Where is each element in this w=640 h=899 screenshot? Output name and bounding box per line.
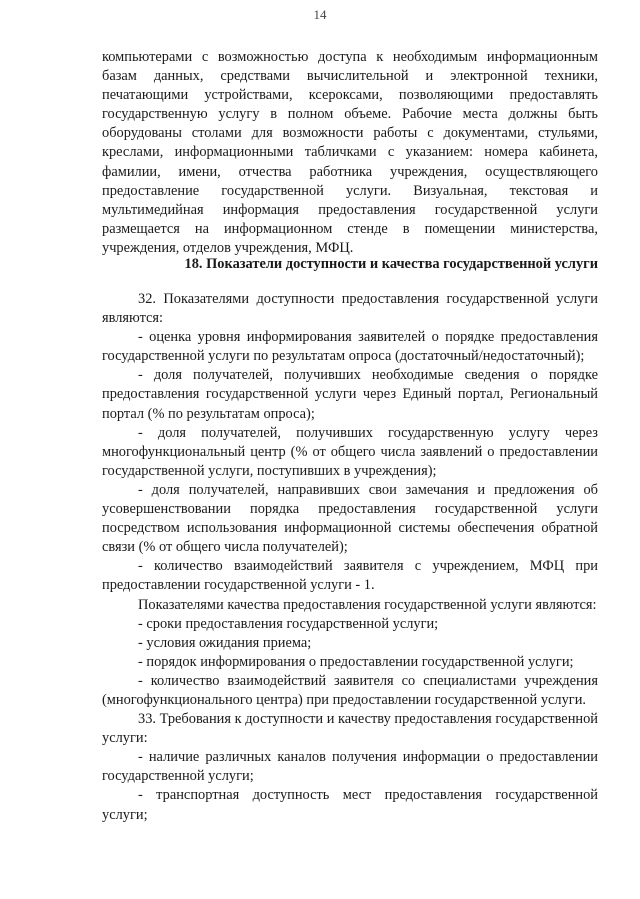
intro-text-block <box>102 48 598 258</box>
list-item: - количество взаимодействий заявителя с учреждением, МФЦ при предоставлении государственной услуги - 1. <box>102 558 598 594</box>
list-item: - транспортная доступность мест предоставления государственной услуги; <box>102 787 598 823</box>
list-item: - количество взаимодействий заявителя со специалистами учреждения (многофункционального центра) при предоставлении государственной услуги. <box>102 672 598 708</box>
list-item: - доля получателей, получивших необходимые сведения о порядке предоставления государственной услуги через Единый портал, Региональный портал (% по результатам опроса); <box>102 367 598 422</box>
section-heading: 18. Показатели доступности и качества государственной услуги <box>184 256 598 272</box>
page-number: 14 <box>313 7 327 22</box>
list-item: - оценка уровня информирования заявителей о порядке предоставления государственной услуги по результатам опроса (достаточный/недостаточный); <box>102 329 598 365</box>
paragraph: 32. Показателями доступности предоставления государственной услуги являются: <box>102 291 598 327</box>
intro-paragraph: компьютерами с возможностью доступа к необходимым информационным базам данных, средствами вычислительной и электронной техники, печатающими устройствами, ксероксами, позволяющими предоставлять государственную услугу в полном объеме. Рабочие места должны быть оборудованы столами для возможности работы с документами, стульями, креслами, информационными табличками с указанием: номера кабинета, фамилии, имени, отчества работника учреждения, осуществляющего предоставление государственной услуги. Визуальная, текстовая и мультимедийная информация предоставления государственной услуги размещается на информационном стенде в помещении министерства, учреждения, отделов учреждения, МФЦ. <box>102 49 598 256</box>
list-item: - условия ожидания приема; <box>138 634 312 651</box>
list-item: - доля получателей, получивших государственную услугу через многофункциональный центр (% от общего числа заявлений о предоставлении государственной услуги, поступивших в учреждения); <box>102 424 598 479</box>
list-item: - наличие различных каналов получения информации о предоставлении государственной услуги; <box>102 749 598 785</box>
main-text-block <box>102 290 598 825</box>
list-item: - сроки предоставления государственной услуги; <box>138 615 439 632</box>
list-item: - доля получателей, направивших свои замечания и предложения об усовершенствовании порядка предоставления государственной услуги посредством использования информационной системы обеспечения обратной связи (% от общего числа получателей); <box>102 481 598 556</box>
list-item: - порядок информирования о предоставлении государственной услуги; <box>138 653 574 670</box>
paragraph: 33. Требования к доступности и качеству предоставления государственной услуги: <box>102 711 598 747</box>
paragraph: Показателями качества предоставления государственной услуги являются: <box>138 596 597 613</box>
